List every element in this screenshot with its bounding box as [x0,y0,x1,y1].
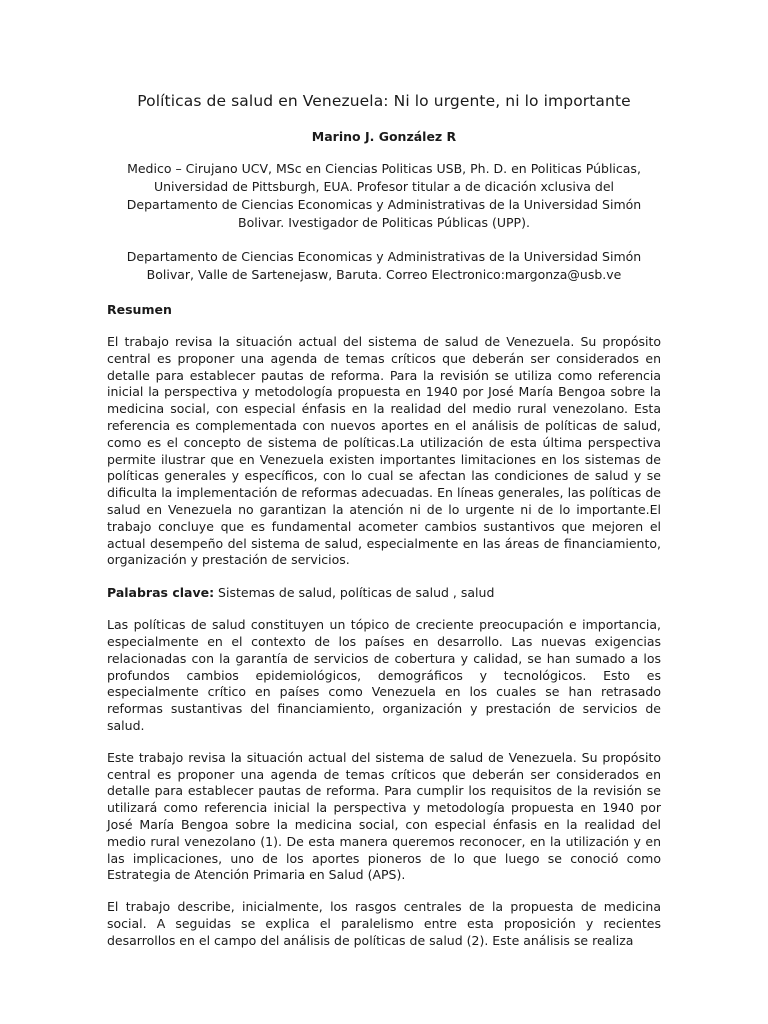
author-address: Departamento de Ciencias Economicas y Administrativas de la Universidad Simón Bolivar, Valle de Sartenejasw, Baruta. Correo Electronico:margonza@usb.ve [126,249,642,282]
author-name: Marino J. González R [311,129,457,144]
paper-title: Políticas de salud en Venezuela: Ni lo urgente, ni lo importante [137,92,631,110]
body-paragraph-2: Este trabajo revisa la situación actual del sistema de salud de Venezuela. Su propósito central es proponer una agenda de temas críticos que deberán ser considerados en detalle para establecer pautas de reforma. Para cumplir los requisitos de la revisión se utilizará como referencia inicial la perspectiva y metodología propuesta en 1940 por José María Bengoa sobre la medicina social, con especial énfasis en la realidad del medio rural venezolano (1). De esta manera queremos reconocer, en la utilización y en las implicaciones, uno de los aportes pioneros de lo que luego se conoció como Estrategia de Atención Primaria en Salud (APS). [107,749,661,883]
body-paragraph-1: Las políticas de salud constituyen un tópico de creciente preocupación e importancia, especialmente en el contexto de los países en desarrollo. Las nuevas exigencias relacionadas con la garantía de servicios de cobertura y calidad, se han sumado a los profundos cambios epidemiológicos, demográficos y tecnológicos. Esto es especialmente crítico en países como Venezuela en los cuales se han retrasado reformas sustantivas del financiamiento, organización y prestación de servicios de salud. [107,617,661,733]
keywords-line [107,584,661,602]
author-affiliation: Medico – Cirujano UCV, MSc en Ciencias Politicas USB, Ph. D. en Politicas Públicas, Universidad de Pittsburgh, EUA. Profesor titular a de dicación xclusiva del Departamento de Ciencias Economicas y Administrativas de la Universidad Simón Bolivar. Ivestigador de Politicas Públicas (UPP). [126,161,642,230]
keywords-label: Palabras clave: [107,585,215,601]
abstract-text: El trabajo revisa la situación actual del sistema de salud de Venezuela. Su propósito central es proponer una agenda de temas críticos que deberán ser considerados en detalle para establecer pautas de reforma. Para la revisión se utiliza como referencia inicial la perspectiva y metodología propuesta en 1940 por José María Bengoa sobre la medicina social, con especial énfasis en la realidad del medio rural venezolano. Esta referencia es complementada con nuevos aportes en el análisis de políticas de salud, como es el concepto de sistema de políticas.La utilización de esta última perspectiva permite ilustrar que en Venezuela existen importantes limitaciones en los sistemas de políticas generales y específicos, con lo cual se afectan las condiciones de salud y se dificulta la implementación de reformas adecuadas. En líneas generales, las políticas de salud en Venezuela no garantizan la atención ni de lo urgente ni de lo importante.El trabajo concluye que es fundamental acometer cambios sustantivos que mejoren el actual desempeño del sistema de salud, especialmente en las áreas de financiamiento, organización y prestación de servicios. [107,334,661,568]
keywords-text: Sistemas de salud, políticas de salud , salud [214,585,495,601]
abstract-heading: Resumen [107,302,172,317]
body-paragraph-3: El trabajo describe, inicialmente, los rasgos centrales de la propuesta de medicina social. A seguidas se explica el paralelismo entre esta proposición y recientes desarrollos en el campo del análisis de políticas de salud (2). Este análisis se realiza [107,899,661,948]
